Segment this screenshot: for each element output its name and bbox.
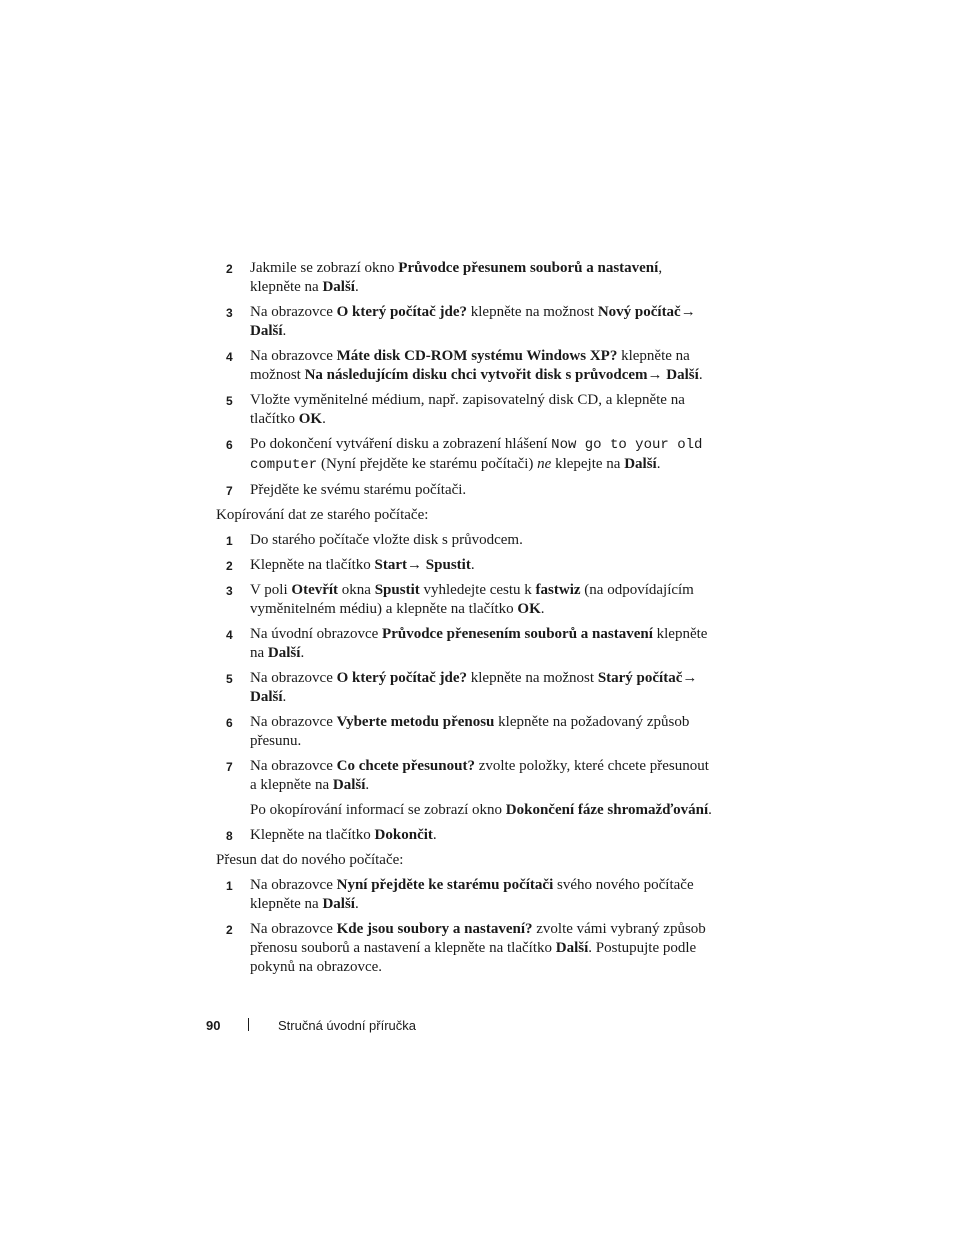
page-content (216, 259, 716, 983)
step-number: 7 (226, 484, 233, 498)
ui-term: OK (517, 601, 541, 617)
step-text-run: . (354, 279, 359, 295)
step-number: 3 (226, 584, 233, 598)
step-text-run: . (322, 411, 326, 427)
step-text-run: → (407, 557, 426, 573)
step-text-run: vyhledejte cestu k (419, 582, 536, 598)
ui-term: Další (332, 777, 366, 793)
ui-term: Na následujícím disku chci vytvořit disk s průvodcem (304, 367, 648, 383)
step-item (216, 757, 716, 795)
footer-divider (248, 1018, 249, 1031)
step-number: 2 (226, 262, 233, 276)
step-text-run: okna (338, 582, 375, 598)
step-text-run: . (432, 827, 437, 843)
step-text (250, 556, 716, 575)
ui-term: Spustit (425, 557, 471, 573)
step-text-run: V poli (250, 582, 292, 598)
step-item (216, 713, 716, 751)
step-number: 2 (226, 923, 233, 937)
steps-list-copy-old (216, 531, 716, 795)
ui-term: O který počítač jde? (336, 670, 468, 686)
step-text (250, 669, 716, 707)
step-item (216, 876, 716, 914)
step-text-run: Na obrazovce (250, 714, 337, 730)
step-text (250, 625, 716, 663)
step-text-run: Do starého počítače vložte disk s průvodcem. (250, 532, 523, 548)
section-intro-copy-old: Kopírování dat ze starého počítače: (216, 507, 429, 523)
step-text-run: . (365, 777, 370, 793)
ui-term: Kde jsou soubory a nastavení? (336, 921, 533, 937)
step-text-run: Na úvodní obrazovce (250, 626, 383, 642)
step-text (250, 391, 716, 429)
step-item (216, 826, 716, 845)
ui-term: fastwiz (535, 582, 581, 598)
step-text-run: Vložte vyměnitelné médium, např. zapisovatelný disk CD, a klepněte na tlačítko (250, 392, 685, 427)
ui-term: Dokončit (374, 827, 433, 843)
step-item (216, 435, 716, 475)
step-number: 7 (226, 760, 233, 774)
step-text-run: Po dokončení vytváření disku a zobrazení hlášení (250, 436, 552, 452)
step-text-run: . (540, 601, 545, 617)
step-text-run: Klepněte na tlačítko (250, 557, 375, 573)
system-message: Now go to your old computer (250, 437, 703, 473)
section-intro-transfer-new: Přesun dat do nového počítače: (216, 852, 404, 868)
steps-list-copy-old-finish (216, 826, 716, 845)
footer-title: Stručná úvodní příručka (278, 1018, 417, 1033)
ui-term: OK (298, 411, 323, 427)
ui-term: Otevřít (291, 582, 339, 598)
ui-term: Další (250, 323, 283, 339)
step-text-run: → (682, 670, 698, 686)
step-item (216, 556, 716, 575)
ui-term: Nyní přejděte ke starému počítači (336, 877, 554, 893)
step-number: 5 (226, 672, 233, 686)
step-text (250, 581, 716, 619)
step-number: 5 (226, 394, 233, 408)
step-text-run: Klepněte na tlačítko (250, 827, 375, 843)
step-item (216, 581, 716, 619)
ui-term: Co chcete přesunout? (336, 758, 475, 774)
step-number: 1 (226, 534, 233, 548)
step-text-run: klepejte na (551, 456, 625, 472)
ui-term: Průvodce přenesením souborů a nastavení (382, 626, 653, 642)
ui-term: Máte disk CD-ROM systému Windows XP? (336, 348, 618, 364)
emphasis-text: ne (537, 456, 552, 472)
step-text-run: Na obrazovce (250, 758, 337, 774)
step-text (250, 347, 716, 385)
step-text-run: klepněte na (250, 626, 708, 661)
step-text-run: klepněte na požadovaný způsob přesunu. (250, 714, 690, 749)
step-text-run: . Postupujte podle pokynů na obrazovce. (250, 940, 697, 975)
step-text-run: klepněte na možnost (467, 304, 598, 320)
steps-list-transfer-new (216, 876, 716, 977)
step-text-run: zvolte vámi vybraný způsob přenosu souborů a nastavení a klepněte na tlačítko (250, 921, 706, 956)
step-text-run: Jakmile se zobrazí okno (250, 260, 399, 276)
step-text-run: Na obrazovce (250, 304, 337, 320)
step-item (216, 303, 716, 341)
step-text (250, 826, 716, 845)
step-text-run: klepněte na možnost (250, 348, 690, 383)
step-item (216, 347, 716, 385)
step-text-run: (na odpovídajícím vyměnitelném médiu) a klepněte na tlačítko (250, 582, 694, 617)
step-item (216, 391, 716, 429)
ui-term: Další (250, 689, 283, 705)
ui-term: Průvodce přesunem souborů a nastavení (398, 260, 659, 276)
step-text (250, 757, 716, 795)
step-number: 4 (226, 350, 233, 364)
step-number: 6 (226, 716, 233, 730)
step-text (250, 713, 716, 751)
step-text (250, 531, 716, 550)
step-text-run: → (647, 367, 667, 383)
step-number: 8 (226, 829, 233, 843)
step-number: 6 (226, 438, 233, 452)
step-text (250, 920, 716, 977)
steps-list-create-disk (216, 259, 716, 500)
step-text-run: . (656, 456, 661, 472)
step-text-run: → (680, 304, 696, 320)
step-text-run: . (354, 896, 359, 912)
step-item (216, 481, 716, 500)
ui-term: Další (624, 456, 657, 472)
ui-term: Další (666, 367, 699, 383)
step-text-run: . (300, 645, 305, 661)
step-text-run: , klepněte na (250, 260, 663, 295)
step-text-run: svého nového počítače klepněte na (250, 877, 694, 912)
step-text-run: Na obrazovce (250, 670, 337, 686)
step-item (216, 259, 716, 297)
step-note (216, 801, 716, 820)
step-number: 1 (226, 879, 233, 893)
step-number: 3 (226, 306, 233, 320)
step-text-run: Na obrazovce (250, 921, 337, 937)
step-number: 2 (226, 559, 233, 573)
step-item (216, 625, 716, 663)
ui-term: Další (267, 645, 301, 661)
step-text-run: Na obrazovce (250, 877, 337, 893)
step-item (216, 920, 716, 977)
page-number: 90 (206, 1018, 221, 1033)
ui-term: Vyberte metodu přenosu (336, 714, 495, 730)
step-text-run: Po okopírování informací se zobrazí okno (250, 802, 506, 818)
step-text-run: Přejděte ke svému starému počítači. (250, 482, 467, 498)
ui-term: Další (322, 279, 355, 295)
step-text-run: klepněte na možnost (467, 670, 598, 686)
step-item (216, 669, 716, 707)
step-text-run: . (708, 802, 712, 818)
step-text (250, 259, 716, 297)
step-text (250, 876, 716, 914)
step-text (250, 303, 716, 341)
ui-term: Starý počítač (597, 670, 683, 686)
step-text-run: . (282, 689, 287, 705)
step-item (216, 531, 716, 550)
step-text-run: (Nyní přejděte ke starému počítači) (317, 456, 538, 472)
step-text (250, 481, 716, 500)
ui-term: Start (374, 557, 408, 573)
ui-term: Nový počítač (597, 304, 681, 320)
step-text-run: . (282, 323, 287, 339)
ui-term: O který počítač jde? (336, 304, 468, 320)
ui-term: Další (555, 940, 589, 956)
step-text (250, 435, 716, 475)
step-text-run: . (698, 367, 703, 383)
step-text-run: zvolte položky, které chcete přesunout a klepněte na (250, 758, 709, 793)
step-number: 4 (226, 628, 233, 642)
step-text-run: . (470, 557, 475, 573)
ui-term: Dokončení fáze shromažďování (505, 802, 709, 818)
step-text-run: Na obrazovce (250, 348, 337, 364)
ui-term: Spustit (374, 582, 420, 598)
ui-term: Další (322, 896, 355, 912)
